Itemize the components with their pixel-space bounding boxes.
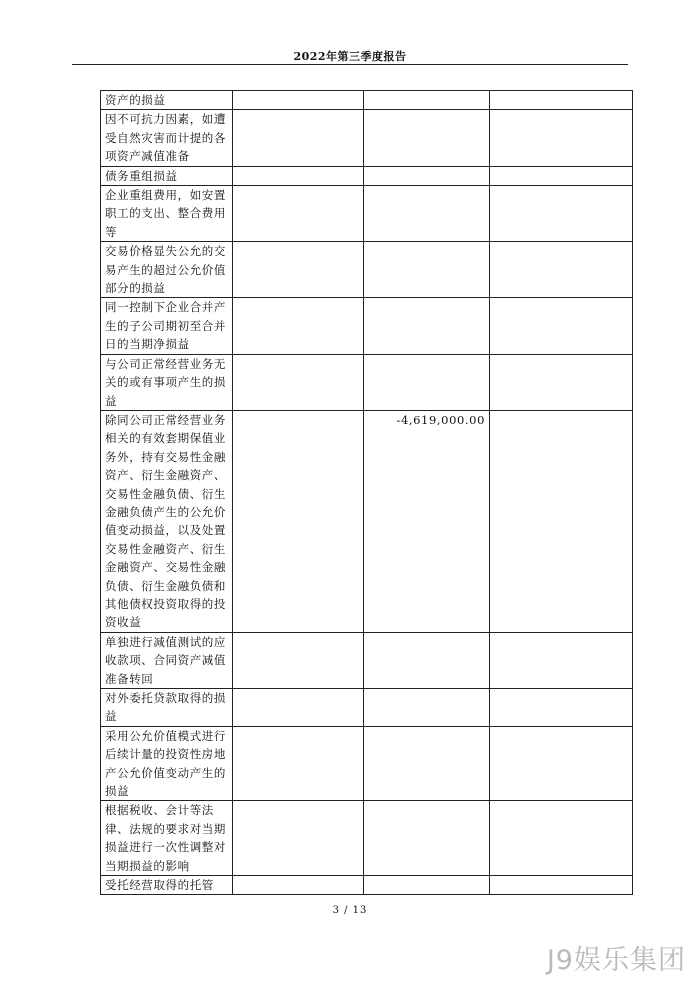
- table-row: [101, 410, 633, 632]
- empty-cell: [233, 186, 364, 242]
- non-recurring-items-table: [100, 90, 633, 895]
- row-label: 对外委托贷款取得的损益: [101, 689, 233, 727]
- table-row: [101, 354, 633, 410]
- amount-cell: [364, 166, 490, 185]
- amount-cell: -4,619,000.00: [364, 410, 490, 632]
- report-header-title: 2022年第三季度报告: [293, 50, 407, 63]
- amount-cell: [364, 110, 490, 166]
- table-row: [101, 801, 633, 876]
- row-label: 采用公允价值模式进行后续计量的投资性房地产公允价值变动产生的损益: [101, 726, 233, 801]
- empty-cell: [233, 354, 364, 410]
- note-cell: [490, 410, 633, 632]
- table-row: [101, 186, 633, 242]
- empty-cell: [233, 166, 364, 185]
- amount-cell: [364, 91, 490, 110]
- row-label: 单独进行减值测试的应收款项、合同资产减值准备转回: [101, 632, 233, 688]
- row-label: 交易价格显失公允的交易产生的超过公允价值部分的损益: [101, 242, 233, 298]
- amount-cell: [364, 354, 490, 410]
- note-cell: [490, 876, 633, 895]
- note-cell: [490, 91, 633, 110]
- empty-cell: [233, 242, 364, 298]
- note-cell: [490, 186, 633, 242]
- amount-cell: [364, 876, 490, 895]
- table-row: [101, 876, 633, 895]
- empty-cell: [233, 632, 364, 688]
- amount-cell: [364, 242, 490, 298]
- row-label: 受托经营取得的托管: [101, 876, 233, 895]
- row-label: 除同公司正常经营业务相关的有效套期保值业务外，持有交易性金融资产、衍生金融资产、交易性金融负债、衍生金融负债产生的公允价值变动损益，以及处置交易性金融资产、衍生金融资产、交易性金融负债、衍生金融负债和其他债权投资取得的投资收益: [101, 410, 233, 632]
- row-label: 与公司正常经营业务无关的或有事项产生的损益: [101, 354, 233, 410]
- row-label: 因不可抗力因素，如遭受自然灾害而计提的各项资产减值准备: [101, 110, 233, 166]
- row-label: 同一控制下企业合并产生的子公司期初至合并日的当期净损益: [101, 298, 233, 354]
- amount-cell: [364, 801, 490, 876]
- table-row: [101, 632, 633, 688]
- empty-cell: [233, 876, 364, 895]
- note-cell: [490, 689, 633, 727]
- row-label: 根据税收、会计等法律、法规的要求对当期损益进行一次性调整对当期损益的影响: [101, 801, 233, 876]
- table-row: [101, 166, 633, 185]
- empty-cell: [233, 110, 364, 166]
- note-cell: [490, 354, 633, 410]
- row-label: 企业重组费用，如安置职工的支出、整合费用等: [101, 186, 233, 242]
- amount-cell: [364, 186, 490, 242]
- page-number: 3 / 13: [332, 905, 368, 916]
- watermark-logo-text: J9娱乐集团: [546, 945, 686, 976]
- note-cell: [490, 242, 633, 298]
- amount-cell: [364, 689, 490, 727]
- table-row: [101, 726, 633, 801]
- note-cell: [490, 726, 633, 801]
- empty-cell: [233, 410, 364, 632]
- table-row: [101, 242, 633, 298]
- row-label: 资产的损益: [101, 91, 233, 110]
- empty-cell: [233, 726, 364, 801]
- empty-cell: [233, 689, 364, 727]
- note-cell: [490, 166, 633, 185]
- table-row: [101, 91, 633, 110]
- row-label: 债务重组损益: [101, 166, 233, 185]
- note-cell: [490, 801, 633, 876]
- note-cell: [490, 632, 633, 688]
- note-cell: [490, 298, 633, 354]
- empty-cell: [233, 298, 364, 354]
- empty-cell: [233, 801, 364, 876]
- amount-cell: [364, 298, 490, 354]
- amount-cell: [364, 726, 490, 801]
- amount-cell: [364, 632, 490, 688]
- note-cell: [490, 110, 633, 166]
- table-row: [101, 298, 633, 354]
- header-divider: [72, 64, 628, 65]
- table-row: [101, 689, 633, 727]
- empty-cell: [233, 91, 364, 110]
- table-row: [101, 110, 633, 166]
